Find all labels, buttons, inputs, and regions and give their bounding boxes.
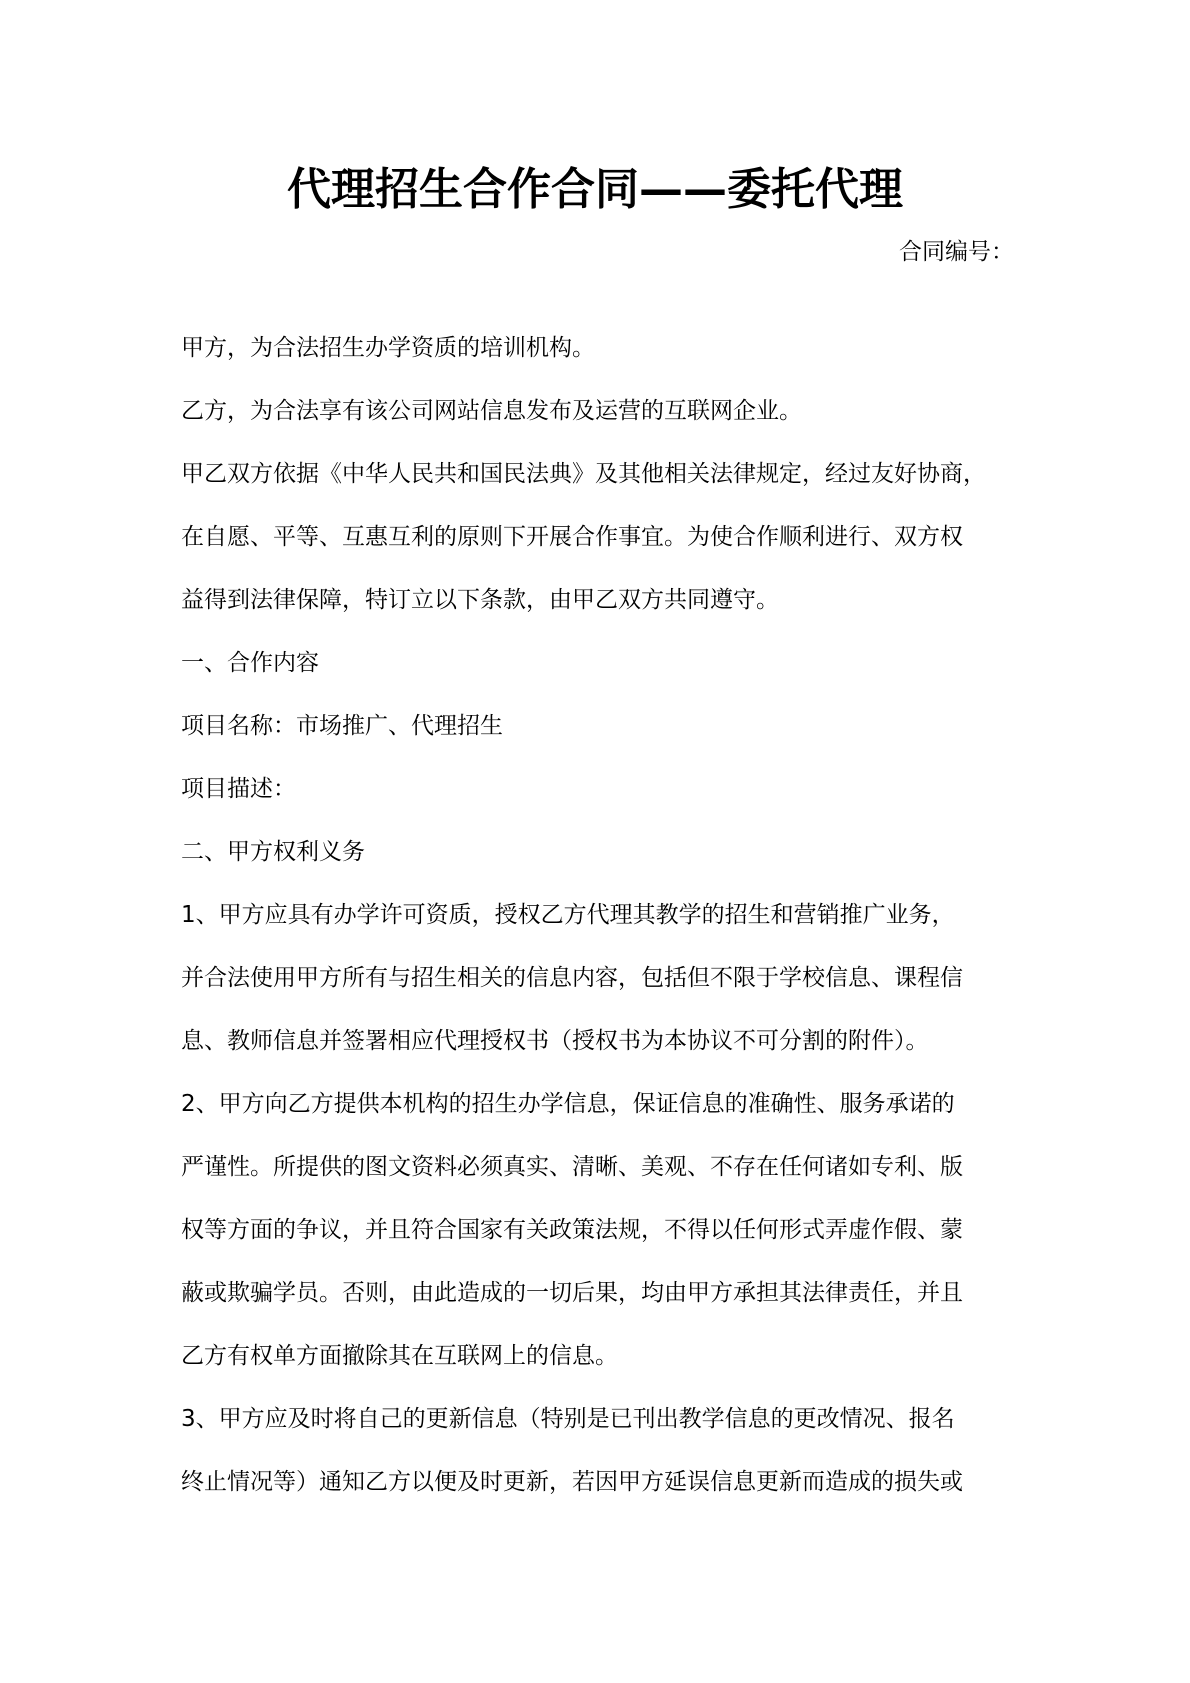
section-heading: 二、甲方权利义务 bbox=[181, 839, 365, 865]
contract-number-label: 合同编号： bbox=[899, 239, 1014, 265]
body-line: 1、甲方应具有办学许可资质，授权乙方代理其教学的招生和营销推广业务， bbox=[181, 902, 955, 928]
body-line: 项目描述： bbox=[181, 776, 296, 802]
body-line: 2、甲方向乙方提供本机构的招生办学信息，保证信息的准确性、服务承诺的 bbox=[181, 1091, 955, 1117]
body-line: 在自愿、平等、互惠互利的原则下开展合作事宜。为使合作顺利进行、双方权 bbox=[181, 524, 963, 550]
body-line: 3、甲方应及时将自己的更新信息（特别是已刊出教学信息的更改情况、报名 bbox=[181, 1406, 955, 1432]
body-line: 甲方，为合法招生办学资质的培训机构。 bbox=[181, 335, 595, 361]
body-line: 乙方，为合法享有该公司网站信息发布及运营的互联网企业。 bbox=[181, 398, 802, 424]
body-line: 项目名称：市场推广、代理招生 bbox=[181, 713, 503, 739]
body-line: 益得到法律保障，特订立以下条款，由甲乙双方共同遵守。 bbox=[181, 587, 779, 613]
body-line: 终止情况等）通知乙方以便及时更新，若因甲方延误信息更新而造成的损失或 bbox=[181, 1469, 963, 1495]
body-line: 息、教师信息并签署相应代理授权书（授权书为本协议不可分割的附件）。 bbox=[181, 1028, 929, 1054]
body-line: 蔽或欺骗学员。否则，由此造成的一切后果，均由甲方承担其法律责任，并且 bbox=[181, 1280, 963, 1306]
body-line: 甲乙双方依据《中华人民共和国民法典》及其他相关法律规定，经过友好协商， bbox=[181, 461, 986, 487]
body-line: 乙方有权单方面撤除其在互联网上的信息。 bbox=[181, 1343, 618, 1369]
body-line: 严谨性。所提供的图文资料必须真实、清晰、美观、不存在任何诸如专利、版 bbox=[181, 1154, 963, 1180]
body-line: 权等方面的争议，并且符合国家有关政策法规，不得以任何形式弄虚作假、蒙 bbox=[181, 1217, 963, 1243]
section-heading: 一、合作内容 bbox=[181, 650, 319, 676]
body-line: 并合法使用甲方所有与招生相关的信息内容，包括但不限于学校信息、课程信 bbox=[181, 965, 963, 991]
document-title: 代理招生合作合同——委托代理 bbox=[287, 164, 903, 215]
